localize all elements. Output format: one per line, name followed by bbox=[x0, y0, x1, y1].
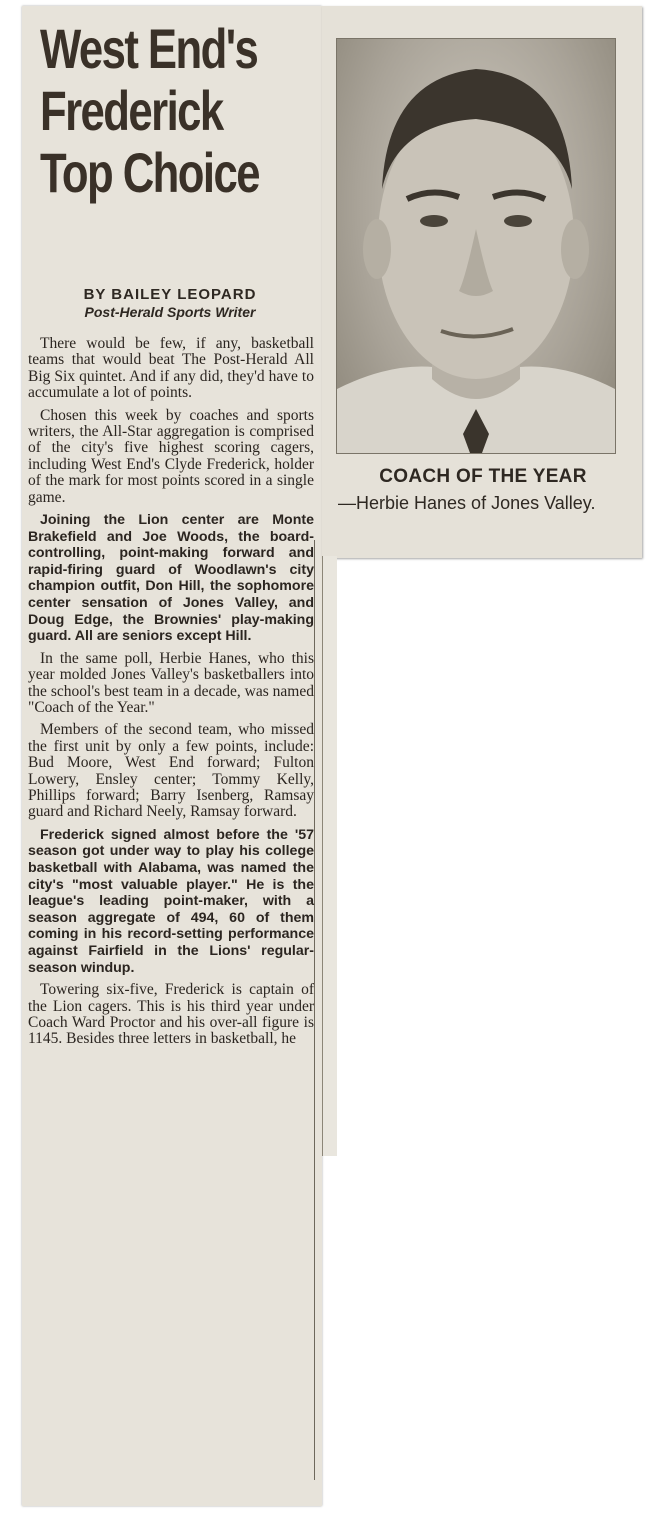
coach-portrait-photo bbox=[336, 38, 616, 454]
byline-name: BY BAILEY LEOPARD bbox=[83, 286, 257, 303]
headline-line-2: Frederick bbox=[40, 79, 223, 142]
photo-caption bbox=[338, 466, 628, 514]
headline bbox=[40, 18, 305, 204]
paragraph-4: In the same poll, Herbie Hanes, who this year molded Jones Valley's basketballers into the school's best team in a decade, was named "Coach of the Year." bbox=[28, 649, 314, 717]
byline bbox=[30, 286, 310, 320]
headline-line-1: West End's bbox=[40, 17, 258, 80]
paragraph-7: Towering six-five, Frederick is captain of the Lion cagers. This is his third year under Coach Ward Proctor and his over-all figure is 1145. Besides three letters in basketball, he bbox=[28, 981, 314, 1048]
article-body bbox=[28, 336, 314, 1054]
right-ear-shape bbox=[561, 219, 589, 279]
column-rule bbox=[314, 540, 315, 1480]
left-eye-shape bbox=[420, 215, 448, 227]
paragraph-5: Members of the second team, who missed the first unit by only a few points, include: Bud Moore, West End forward; Fulton Lowery, Ensley center; Tommy Kelly, Phillips forward; Barry Isenberg, Ramsay guard and Richard Neely, Ramsay forward. bbox=[28, 721, 314, 821]
paragraph-1: There would be few, if any, basketball teams that would beat The Post-Herald All Big Six quintet. And if any did, they'd have to accumulate a lot of points. bbox=[28, 335, 314, 402]
caption-body: —Herbie Hanes of Jones Valley. bbox=[338, 493, 596, 513]
paragraph-3: Joining the Lion center are Monte Brakefield and Joe Woods, the board-controlling, point-making forward and rapid-firing guard of Woodlawn's city champion outfit, Don Hill, the sophomore center sensation of Jones Valley, and Doug Edge, the Brownies' play-making guard. All are seniors except Hill. bbox=[28, 512, 314, 645]
byline-role: Post-Herald Sports Writer bbox=[84, 304, 256, 320]
adjacent-column-fragment bbox=[322, 556, 337, 1156]
left-ear-shape bbox=[363, 219, 391, 279]
paragraph-2: Chosen this week by coaches and sports writers, the All-Star aggregation is comprised of the city's five highest scoring cagers, including West End's Clyde Frederick, holder of the mark for most points scored in a single game. bbox=[28, 406, 314, 506]
headline-line-3: Top Choice bbox=[40, 141, 259, 204]
caption-title: COACH OF THE YEAR bbox=[379, 466, 587, 487]
right-eye-shape bbox=[504, 215, 532, 227]
paragraph-6: Frederick signed almost before the '57 season got under way to play his college basketball with Alabama, was named the city's "most valuable player." He is the league's leading point-maker, with a season aggregate of 494, 60 of them coming in his record-setting performance against Fairfield in the Lions' regular-season windup. bbox=[28, 826, 314, 976]
portrait-illustration bbox=[337, 39, 615, 453]
